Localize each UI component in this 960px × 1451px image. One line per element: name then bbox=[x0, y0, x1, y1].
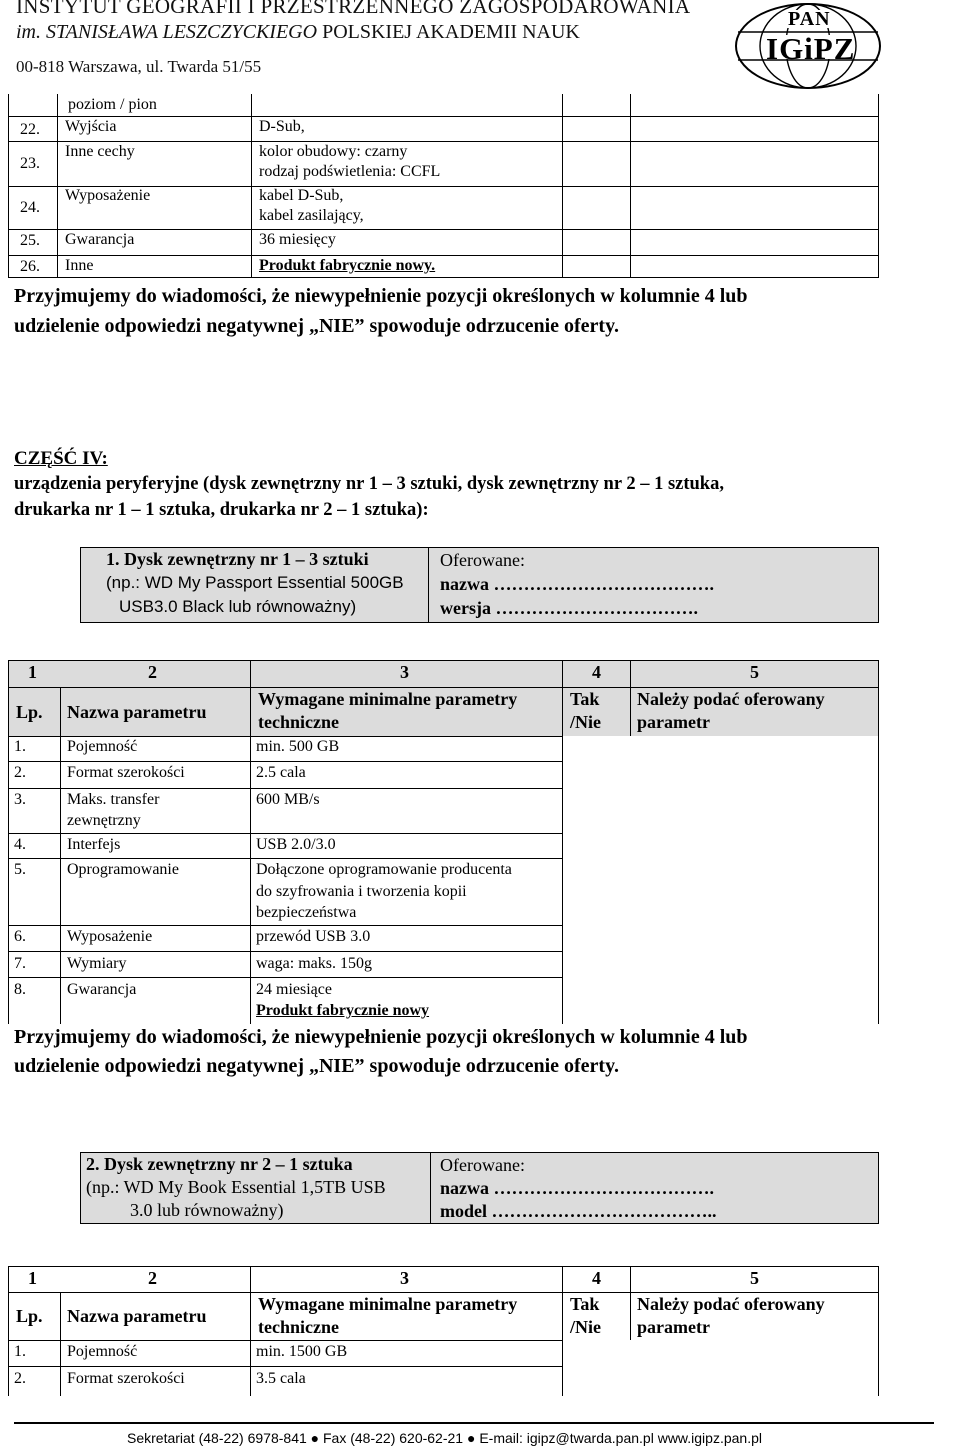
t2-colnum-3: 3 bbox=[400, 1268, 409, 1288]
notice1-line1: Przyjmujemy do wiadomości, że niewypełnienie pozycji określonych w kolumnie 4 lub bbox=[14, 285, 748, 307]
t1-row4-name: Interfejs bbox=[67, 836, 121, 853]
table0-row23-value2: rodzaj podświetlenia: CCFL bbox=[259, 163, 441, 180]
item2-model-field[interactable]: model ……………………………….. bbox=[440, 1201, 717, 1221]
table0-row24-name: Wyposażenie bbox=[65, 187, 151, 204]
table0-row26-value: Produkt fabrycznie nowy. bbox=[259, 257, 436, 274]
t1-colnum-5: 5 bbox=[750, 662, 759, 682]
t1-row5-value: Dołączone oprogramowanie producenta bbox=[256, 861, 512, 878]
notice2-line1: Przyjmujemy do wiadomości, że niewypełnienie pozycji określonych w kolumnie 4 lub bbox=[14, 1026, 748, 1048]
t1-row8-value: 24 miesiące bbox=[256, 981, 332, 998]
t1-row3-name2: zewnętrzny bbox=[67, 812, 141, 829]
item1-name-field[interactable]: nazwa ………………………………. bbox=[440, 574, 714, 594]
t1-row3-name: Maks. transfer bbox=[67, 791, 160, 808]
t1-row1-value: min. 500 GB bbox=[256, 738, 340, 755]
item1-offered: Oferowane: bbox=[440, 550, 525, 570]
t1-hdr-req2: techniczne bbox=[258, 712, 339, 732]
t1-row3-value: 600 MB/s bbox=[256, 791, 320, 808]
t1-hdr-tak2: /Nie bbox=[570, 712, 601, 732]
item2-offered: Oferowane: bbox=[440, 1155, 525, 1175]
t1-hdr-offer2: parametr bbox=[637, 712, 710, 732]
t2-hdr-offer2: parametr bbox=[637, 1317, 710, 1337]
t1-row6-value: przewód USB 3.0 bbox=[256, 928, 371, 945]
part4-line1: urządzenia peryferyjne (dysk zewnętrzny nr 1 – 3 sztuki, dysk zewnętrzny nr 2 – 1 sztuka, bbox=[14, 474, 724, 494]
t2-hdr-req1: Wymagane minimalne parametry bbox=[258, 1294, 518, 1314]
table0-row24-lp: 24. bbox=[20, 199, 40, 216]
t2-row1-lp: 1. bbox=[14, 1343, 26, 1360]
t1-hdr-req1: Wymagane minimalne parametry bbox=[258, 689, 518, 709]
table0-row22-value: D-Sub, bbox=[259, 118, 305, 135]
t2-hdr-offer1: Należy podać oferowany bbox=[637, 1294, 825, 1314]
t1-row7-name: Wymiary bbox=[67, 955, 127, 972]
item2-name-field[interactable]: nazwa ………………………………. bbox=[440, 1178, 714, 1198]
t2-colnum-2: 2 bbox=[148, 1268, 157, 1288]
footer-rule bbox=[14, 1422, 934, 1424]
table0-row23-name: Inne cechy bbox=[65, 143, 135, 160]
t1-row5-lp: 5. bbox=[14, 861, 26, 878]
t1-row8-value2: Produkt fabrycznie nowy bbox=[256, 1002, 430, 1019]
institute-academy: POLSKIEJ AKADEMII NAUK bbox=[322, 21, 580, 43]
t1-row2-value: 2.5 cala bbox=[256, 764, 306, 781]
table0-row23-value: kolor obudowy: czarny bbox=[259, 143, 408, 160]
item1-version-field[interactable]: wersja ……………………………. bbox=[440, 598, 698, 618]
table0-row22-lp: 22. bbox=[20, 121, 40, 138]
logo-main-text: IGiPZ bbox=[766, 31, 856, 66]
institute-name: INSTYTUT GEOGRAFII I PRZESTRZENNEGO ZAGOSPODAROWANIA bbox=[16, 0, 691, 18]
t1-hdr-lp: Lp. bbox=[16, 702, 43, 722]
table0-row25-value: 36 miesięcy bbox=[259, 231, 336, 248]
t1-colnum-1: 1 bbox=[28, 662, 37, 682]
t1-row6-name: Wyposażenie bbox=[67, 928, 153, 945]
t2-row1-value: min. 1500 GB bbox=[256, 1343, 348, 1360]
igipz-logo bbox=[734, 2, 882, 90]
institute-patron-italic: im. STANISŁAWA LESZCZYCKIEGO bbox=[16, 21, 318, 43]
t1-row4-lp: 4. bbox=[14, 836, 26, 853]
t1-row5-name: Oprogramowanie bbox=[67, 861, 179, 878]
institute-patron bbox=[16, 21, 580, 44]
t1-row4-value: USB 2.0/3.0 bbox=[256, 836, 336, 853]
t1-row1-lp: 1. bbox=[14, 738, 26, 755]
table0-fragment: poziom / pion bbox=[68, 96, 157, 113]
t2-row2-name: Format szerokości bbox=[67, 1370, 185, 1387]
table0-row22-name: Wyjścia bbox=[65, 118, 117, 135]
t2-hdr-lp: Lp. bbox=[16, 1306, 43, 1326]
t2-hdr-name: Nazwa parametru bbox=[67, 1306, 207, 1326]
item1-desc2: USB3.0 Black lub równoważny) bbox=[119, 597, 357, 616]
item2-desc1: (np.: WD My Book Essential 1,5TB USB bbox=[86, 1177, 386, 1197]
t1-colnum-2: 2 bbox=[148, 662, 157, 682]
t1-hdr-offer1: Należy podać oferowany bbox=[637, 689, 825, 709]
t2-colnum-1: 1 bbox=[28, 1268, 37, 1288]
part4-title: CZĘŚĆ IV: bbox=[14, 448, 108, 469]
t2-row2-lp: 2. bbox=[14, 1370, 26, 1387]
t2-hdr-tak2: /Nie bbox=[570, 1317, 601, 1337]
item2-desc2: 3.0 lub równoważny) bbox=[130, 1200, 284, 1220]
item2-heading: 2. Dysk zewnętrzny nr 2 – 1 sztuka bbox=[86, 1154, 353, 1174]
t2-hdr-tak1: Tak bbox=[570, 1294, 600, 1314]
t2-colnum-4: 4 bbox=[592, 1268, 601, 1288]
t1-row3-lp: 3. bbox=[14, 791, 26, 808]
t1-colnum-3: 3 bbox=[400, 662, 409, 682]
table0-row25-name: Gwarancja bbox=[65, 231, 135, 248]
table0-row26-lp: 26. bbox=[20, 258, 40, 275]
t1-row2-name: Format szerokości bbox=[67, 764, 185, 781]
t1-row2-lp: 2. bbox=[14, 764, 26, 781]
t1-row5-value3: bezpieczeństwa bbox=[256, 904, 357, 921]
item1-desc1: (np.: WD My Passport Essential 500GB bbox=[106, 573, 404, 592]
t2-colnum-5: 5 bbox=[750, 1268, 759, 1288]
t1-row7-lp: 7. bbox=[14, 955, 26, 972]
t1-hdr-tak1: Tak bbox=[570, 689, 600, 709]
institute-address: 00-818 Warszawa, ul. Twarda 51/55 bbox=[16, 57, 262, 76]
part4-line2: drukarka nr 1 – 1 sztuka, drukarka nr 2 – 1 sztuka): bbox=[14, 500, 429, 520]
t1-colnum-4: 4 bbox=[592, 662, 601, 682]
t1-row7-value: waga: maks. 150g bbox=[256, 955, 372, 972]
t1-row1-name: Pojemność bbox=[67, 738, 138, 755]
table0-row25-lp: 25. bbox=[20, 232, 40, 249]
t2-hdr-req2: techniczne bbox=[258, 1317, 339, 1337]
t1-row5-value2: do szyfrowania i tworzenia kopii bbox=[256, 883, 467, 900]
t2-row1-name: Pojemność bbox=[67, 1343, 138, 1360]
item1-heading: 1. Dysk zewnętrzny nr 1 – 3 sztuki bbox=[106, 549, 369, 569]
footer-contact: Sekretariat (48-22) 6978-841 ● Fax (48-22) 620-62-21 ● E-mail: igipz@twarda.pan.pl www.igipz.pan.pl bbox=[127, 1430, 762, 1446]
table0-row23-lp: 23. bbox=[20, 155, 40, 172]
t1-row8-name: Gwarancja bbox=[67, 981, 137, 998]
logo-pan-text: PAN bbox=[788, 8, 831, 30]
t1-hdr-name: Nazwa parametru bbox=[67, 702, 207, 722]
table0-row24-value2: kabel zasilający, bbox=[259, 207, 364, 224]
table0-row24-value: kabel D-Sub, bbox=[259, 187, 344, 204]
table0-row26-name: Inne bbox=[65, 257, 94, 274]
t1-row8-lp: 8. bbox=[14, 981, 26, 998]
notice2-line2: udzielenie odpowiedzi negatywnej „NIE” spowoduje odrzucenie oferty. bbox=[14, 1055, 619, 1077]
notice1-line2: udzielenie odpowiedzi negatywnej „NIE” spowoduje odrzucenie oferty. bbox=[14, 315, 619, 337]
t1-row6-lp: 6. bbox=[14, 928, 26, 945]
t2-row2-value: 3.5 cala bbox=[256, 1370, 306, 1387]
